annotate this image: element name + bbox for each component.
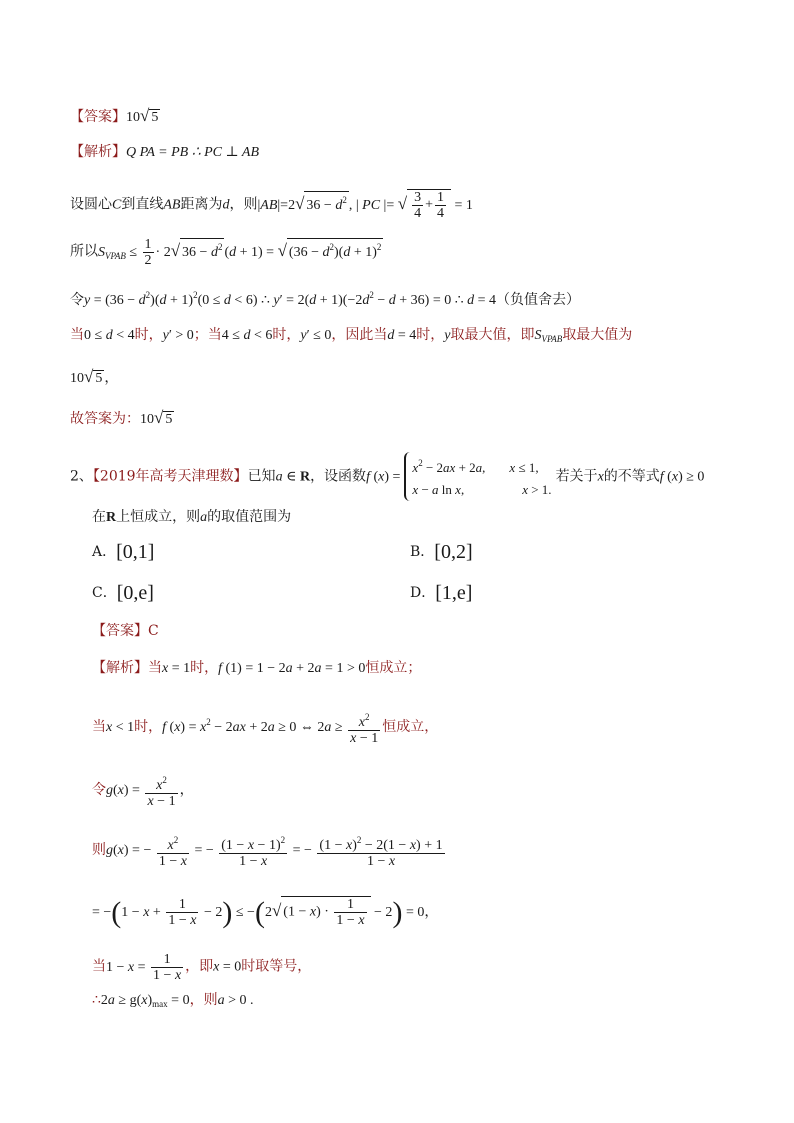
formula-ab-pc: |AB|=2√ $36 - d^2$ , | PC |= √ $\frac{3}{4}$ + $\frac{1}{4}$ = 1 — [257, 190, 473, 221]
formula: y′ > 0 — [162, 328, 194, 343]
text: ；当 — [193, 327, 222, 343]
analysis-1-line-7 — [70, 408, 174, 430]
formula: f $(x) = x^2 - 2ax + 2a \ge 0$ ⇔ 2a ≥ $\frac{x^2}{x - 1}$ — [162, 712, 379, 746]
analysis-1-line-1 — [70, 142, 259, 163]
text: 时取等号， — [241, 958, 312, 975]
text: 所以 — [70, 243, 98, 260]
formula: x = 1 — [162, 661, 191, 676]
var-d: d — [222, 197, 230, 213]
text: 恒成立， — [382, 719, 439, 736]
text: ，设函数 — [310, 468, 367, 485]
question-number: 2、 — [70, 468, 93, 485]
formula: $S_{VPAB}$ — [534, 328, 563, 344]
value: 10√ 5 — [140, 408, 173, 427]
option-label: B． — [410, 544, 435, 560]
formula: g(x) = − $\frac{x^2}{1 - x}$ = − $\frac{(1 - x - 1)^2}{1 - x}$ = − $\frac{(1 - x)^2 - 2(1 - x) + 1}{1 - x}$ — [106, 835, 443, 869]
text: ，因此当 — [331, 327, 388, 343]
analysis-2-line-1 — [92, 658, 421, 679]
text: 令 — [70, 292, 84, 308]
text: 若关于 — [555, 468, 598, 485]
text: 故答案为： — [70, 411, 140, 427]
set-r: R — [106, 510, 117, 525]
text: （负值舍去） — [496, 292, 581, 308]
var-c: C — [112, 197, 122, 213]
therefore-symbol: ∴ — [92, 992, 101, 1008]
text: 当 — [70, 327, 84, 343]
analysis-2-line-5 — [92, 896, 438, 928]
answer-2-line — [92, 621, 159, 641]
text: 时， — [416, 327, 445, 343]
value: 10√ 5 ， — [70, 367, 119, 386]
text: 的不等式 — [603, 468, 660, 485]
analysis-2-line-2 — [92, 710, 438, 746]
formula: y′ ≤ 0 — [300, 328, 332, 343]
text: 令 — [92, 782, 106, 799]
var-ab: AB — [163, 197, 181, 213]
text: 恒成立； — [365, 660, 422, 676]
formula: 0 ≤ d < 4 — [84, 328, 135, 343]
option-c[interactable] — [92, 583, 154, 603]
option-label: C． — [92, 585, 117, 601]
text: 当 — [92, 958, 106, 975]
question-source: 【2019年高考天津理数】 — [92, 468, 248, 485]
text: ，则 — [189, 992, 218, 1008]
analysis-tag: 【解析】 — [70, 144, 126, 160]
formula: a ∈ R — [275, 469, 311, 485]
option-a[interactable] — [92, 542, 154, 562]
formula-derivative: $y = (36 - d^2)(d + 1)^2(0 \le d < 6)$ ∴ $y' = 2(d + 1)(-2d^2 - d + 36) = 0$ ∴ d = 4 — [84, 290, 497, 308]
var-y: y — [444, 328, 451, 343]
answer-value: C — [148, 623, 159, 639]
option-value: [0,1] — [116, 541, 155, 563]
question-2-stem — [70, 452, 704, 501]
piecewise-function: $x^2 - 2ax + 2a$, x ≤ 1, x − a ln x, x > 1. — [404, 452, 551, 501]
analysis-2-line-4 — [92, 833, 447, 869]
analysis-2-line-6 — [92, 952, 311, 983]
formula: g(x) = $\frac{x^2}{x - 1}$ ， — [106, 775, 194, 809]
formula: f (x) ≥ 0 — [659, 469, 705, 485]
text: 的取值范围为 — [207, 509, 292, 525]
text: 取最大值，即 — [450, 327, 535, 343]
option-value: [0,e] — [116, 582, 154, 604]
text: 当 — [92, 719, 106, 736]
analysis-1-line-3 — [70, 237, 383, 268]
formula: 1 − x = $\frac{1}{1 - x}$ — [106, 952, 182, 983]
analysis-1-line-5 — [70, 325, 632, 349]
formula: x < 1 — [106, 720, 135, 736]
formula: $2a \ge g(x)_{max} = 0$ — [100, 993, 190, 1009]
text: 已知 — [247, 468, 276, 485]
text: 取最大值为 — [562, 327, 633, 343]
analysis-1-line-6 — [70, 367, 118, 389]
formula: f (1) = 1 − 2a + 2a = 1 > 0 — [218, 661, 366, 676]
answer-value: 10√ 5 — [126, 106, 159, 125]
analysis-1-line-2 — [70, 189, 473, 221]
formula-area: $S_{VPAB}$ ≤ $\frac{1}{2}$ · 2√ $36 - d^2$ (d + 1) = √ $(36 - d^2)(d + 1)^2$ — [98, 237, 382, 268]
formula: d = 4 — [387, 328, 417, 343]
text: 在 — [92, 509, 106, 525]
option-d[interactable] — [410, 583, 472, 603]
answer-tag: 【答案】 — [70, 109, 126, 125]
text: 到直线 — [121, 196, 164, 213]
analysis-formula: Q PA = PB ∴ PC ⊥ AB — [126, 145, 260, 160]
formula: f (x) = — [366, 469, 401, 485]
option-value: [0,2] — [434, 541, 473, 563]
answer-1-line — [70, 106, 160, 128]
question-2-stem-2 — [92, 507, 291, 528]
text: 则 — [92, 842, 106, 859]
option-value: [1,e] — [435, 582, 473, 604]
formula: x = 0 — [213, 959, 242, 975]
analysis-1-line-4 — [70, 285, 580, 311]
formula: = −(1 − x + $\frac{1}{1 - x}$ − 2) ≤ −(2√ (1 − x) · $\frac{1}{1 - x}$ − 2) = 0， — [92, 895, 439, 929]
text: 当 — [148, 660, 162, 676]
analysis-2-line-7 — [92, 990, 253, 1014]
text: 距离为 — [180, 196, 223, 213]
text: 时， — [272, 327, 301, 343]
text: 设圆心 — [70, 196, 112, 213]
var-a: a — [200, 510, 208, 525]
option-b[interactable] — [410, 542, 473, 562]
formula: 4 ≤ d < 6 — [221, 328, 273, 343]
option-label: A． — [92, 544, 117, 560]
var-x: x — [597, 469, 604, 485]
text: 时， — [190, 660, 219, 676]
text: 上恒成立，则 — [116, 509, 201, 525]
text: 时， — [134, 327, 163, 343]
analysis-2-line-3 — [92, 773, 194, 809]
analysis-tag: 【解析】 — [92, 660, 148, 676]
formula: a > 0 . — [217, 993, 254, 1008]
text: ，即 — [185, 958, 214, 975]
option-label: D． — [410, 585, 436, 601]
text: 时， — [134, 719, 163, 736]
answer-tag: 【答案】 — [92, 623, 148, 639]
text: ，则 — [229, 196, 258, 213]
